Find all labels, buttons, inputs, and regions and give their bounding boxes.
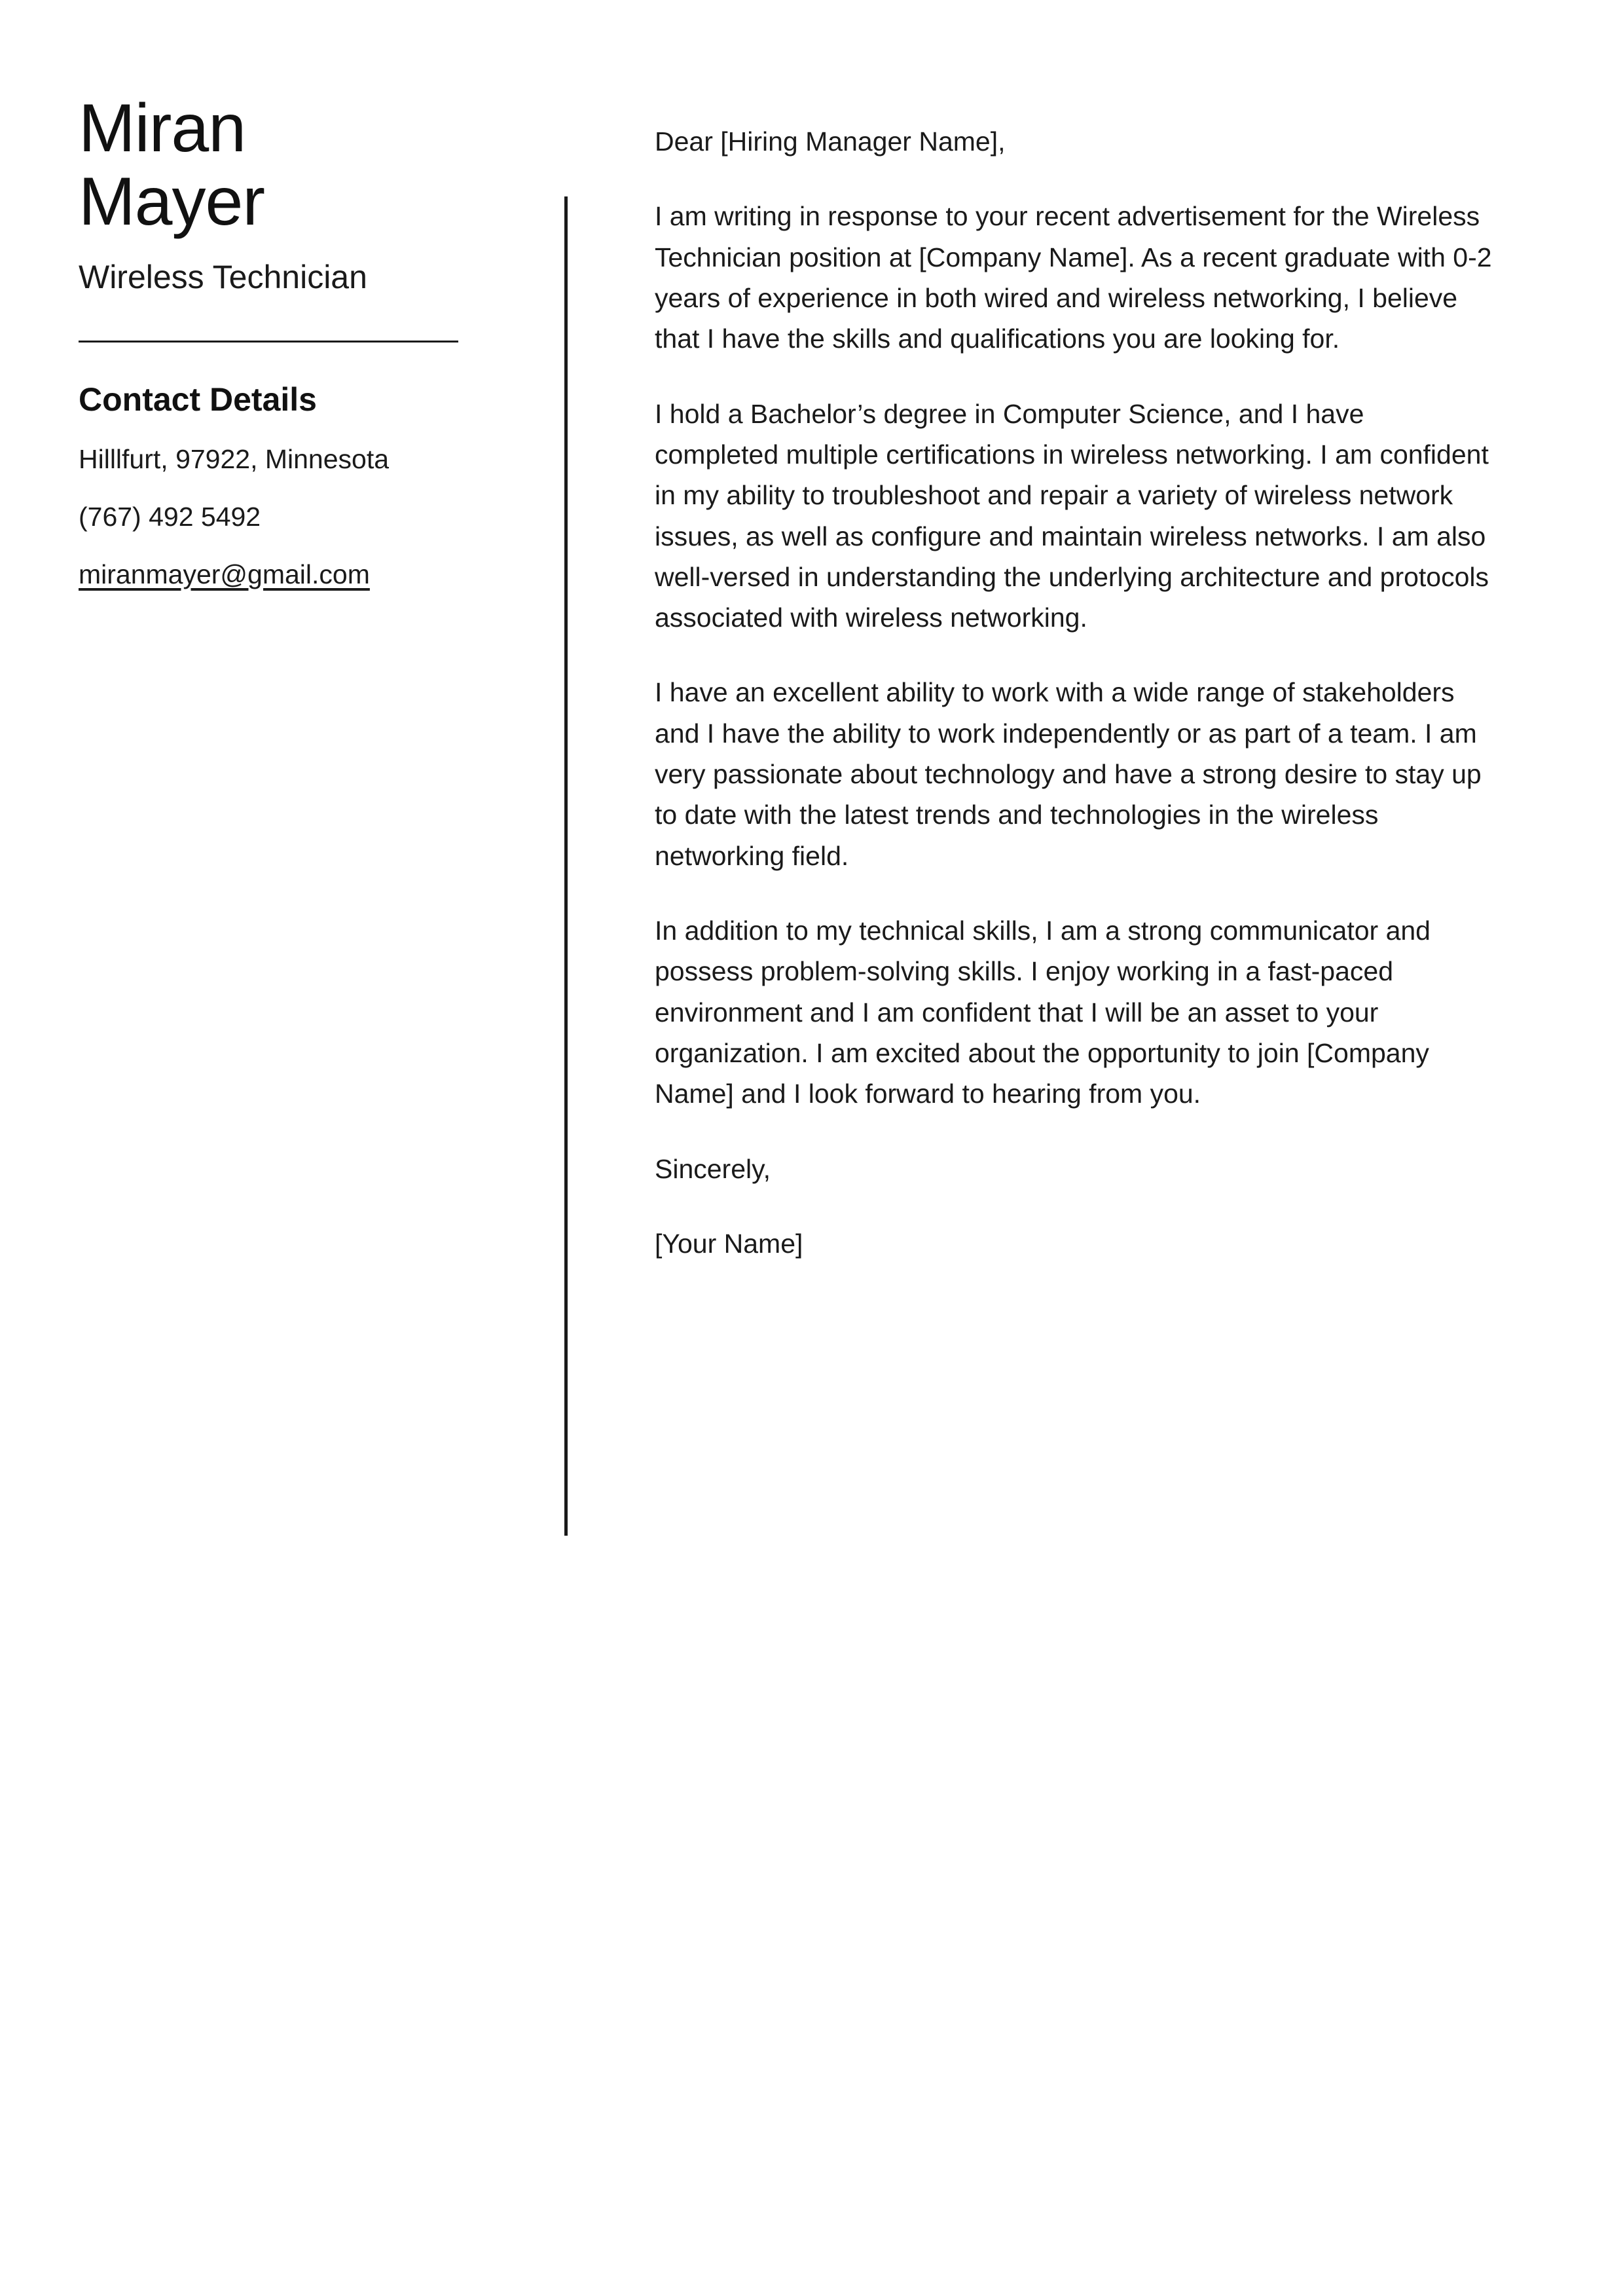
contact-details-heading: Contact Details bbox=[79, 380, 317, 418]
contact-list bbox=[79, 443, 537, 589]
letter-paragraph-3: I have an excellent ability to work with a wide range of stakeholders and I have the ability to work independently or as part of a team. I am very passionate about technology and have a strong desire to stay up to date with the latest trends and technologies in the wireless networking field. bbox=[655, 677, 1482, 871]
left-column bbox=[79, 92, 537, 619]
letter-signature: [Your Name] bbox=[655, 1228, 803, 1259]
contact-email[interactable]: miranmayer@gmail.com bbox=[79, 559, 370, 589]
letter-closing: Sincerely, bbox=[655, 1153, 771, 1184]
vertical-rule bbox=[564, 196, 568, 1536]
contact-address: Hilllfurt, 97922, Minnesota bbox=[79, 443, 390, 474]
letter-salutation: Dear [Hiring Manager Name], bbox=[655, 126, 1006, 157]
header-divider bbox=[79, 341, 458, 343]
first-name: Miran bbox=[79, 90, 246, 166]
last-name: Mayer bbox=[79, 164, 264, 240]
letter-paragraph-2: I hold a Bachelor’s degree in Computer Science, and I have completed multiple certifications in wireless networking. I am confident in my ability to troubleshoot and repair a variety of wireless network issues, as well as configure and maintain wireless networks. I am also well-versed in understanding the underlying architecture and protocols associated with wireless networking. bbox=[655, 398, 1489, 633]
name-block bbox=[79, 92, 537, 299]
letter-body bbox=[655, 121, 1493, 1264]
letter-paragraph-4: In addition to my technical skills, I am a strong communicator and possess problem-solving skills. I enjoy working in a fast-paced environment and I am confident that I will be an asset to your organization. I am excited about the opportunity to join [Company Name] and I look forward to hearing from you. bbox=[655, 916, 1431, 1109]
letter-paragraph-1: I am writing in response to your recent advertisement for the Wireless Technician position at [Company Name]. As a recent graduate with 0-2 years of experience in both wired and wireless networking, I believe that I have the skills and qualifications you are looking for. bbox=[655, 201, 1492, 354]
contact-phone: (767) 492 5492 bbox=[79, 501, 261, 532]
job-title: Wireless Technician bbox=[79, 258, 367, 295]
